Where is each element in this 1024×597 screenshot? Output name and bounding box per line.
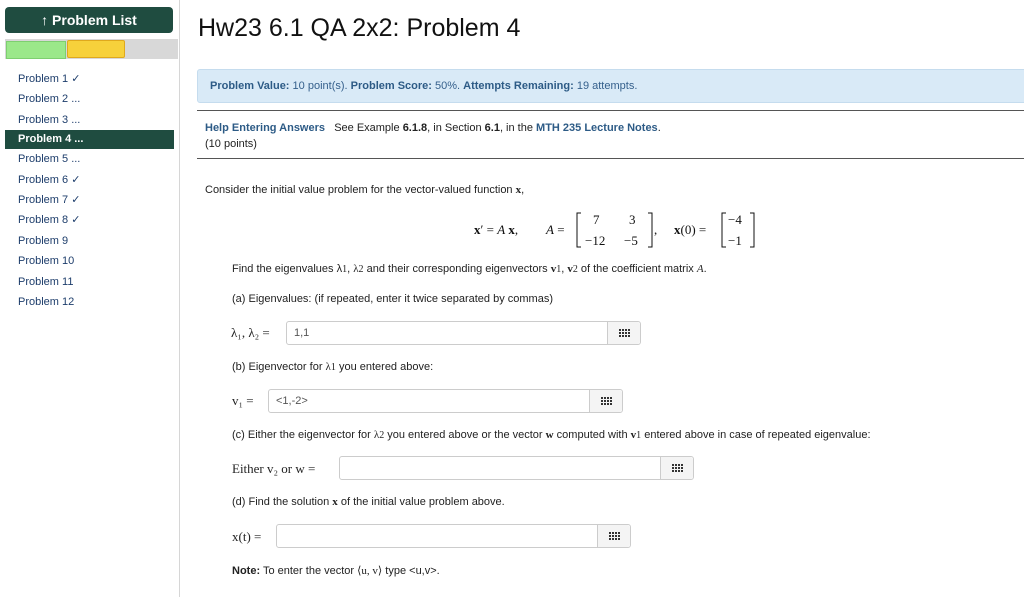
x0-2: −1 bbox=[728, 233, 742, 248]
v1-label: v₁ = bbox=[232, 393, 254, 408]
grid-icon bbox=[672, 464, 683, 472]
svg-text:x′ = A x,: x′ = A x, bbox=[474, 222, 519, 237]
value-label: Problem Value: bbox=[210, 80, 290, 92]
problem-info-box bbox=[197, 69, 1024, 103]
equation-editor-button[interactable] bbox=[660, 457, 693, 479]
b-pre: (b) Eigenvector for bbox=[232, 361, 323, 373]
intro-var: x bbox=[515, 184, 522, 196]
help-period: . bbox=[657, 122, 661, 134]
d-post: of the initial value problem above. bbox=[340, 496, 505, 508]
problem-list-item[interactable]: Problem 6 ✓ bbox=[18, 173, 81, 186]
divider bbox=[197, 110, 1024, 111]
attempts-text: 19 attempts. bbox=[576, 80, 638, 92]
svg-text:,: , bbox=[654, 222, 658, 237]
w-input[interactable] bbox=[339, 456, 694, 480]
find-var: A bbox=[696, 263, 704, 275]
score-text: 50%. bbox=[435, 80, 461, 92]
a22: −5 bbox=[624, 233, 638, 248]
help-line bbox=[205, 120, 661, 152]
help-see: See Example bbox=[334, 122, 400, 134]
divider bbox=[197, 158, 1024, 159]
find-pre: Find the eigenvalues λ bbox=[232, 263, 343, 275]
find-mid: and their corresponding eigenvectors bbox=[366, 263, 548, 275]
matrix-equation-svg bbox=[474, 207, 764, 251]
x0-1: −4 bbox=[728, 212, 742, 227]
intro-end: , bbox=[521, 184, 525, 196]
c-post: entered above in case of repeated eigenvalue: bbox=[644, 429, 871, 441]
help-entering-answers-link[interactable]: Help Entering Answers bbox=[205, 122, 326, 134]
help-in-the: , in the bbox=[499, 122, 533, 134]
help-example: 6.1.8 bbox=[402, 122, 428, 134]
intro-text: Consider the initial value problem for the vector-valued function bbox=[205, 184, 513, 196]
c-pre: (c) Either the eigenvector for bbox=[232, 429, 371, 441]
a11: 7 bbox=[593, 212, 600, 227]
help-notes-link[interactable]: MTH 235 Lecture Notes bbox=[536, 122, 658, 134]
problem-list bbox=[0, 69, 179, 312]
c-mid2: computed with bbox=[556, 429, 628, 441]
part-b-label: (b) Eigenvector for λ1 you entered above: bbox=[232, 361, 434, 373]
find-eigen-text: Find the eigenvalues λ1, λ2 and their corresponding eigenvectors v1, v2 of the coefficient matrix A. bbox=[232, 263, 707, 275]
a21: −12 bbox=[585, 233, 606, 248]
v1-value: <1,-2> bbox=[276, 395, 308, 407]
grid-icon bbox=[619, 329, 630, 337]
grid-icon bbox=[609, 532, 620, 540]
problem-info-text bbox=[210, 80, 637, 92]
problem-list-item[interactable]: Problem 7 ✓ bbox=[18, 193, 81, 206]
a12: 3 bbox=[629, 212, 636, 227]
problem-list-item[interactable]: Problem 10 bbox=[18, 255, 75, 268]
part-d-label: (d) Find the solution x of the initial value problem above. bbox=[232, 496, 505, 508]
part-a-label: (a) Eigenvalues: (if repeated, enter it twice separated by commas) bbox=[232, 293, 553, 305]
eigenvalues-input[interactable] bbox=[286, 321, 641, 345]
problem-list-item-active[interactable]: Problem 4 ... bbox=[5, 130, 174, 149]
svg-text:x(0) =: x(0) = bbox=[674, 222, 707, 237]
problem-list-item[interactable]: Problem 9 bbox=[18, 234, 69, 247]
equation-editor-button[interactable] bbox=[597, 525, 630, 547]
progress-partial-segment bbox=[67, 40, 125, 58]
problem-list-item[interactable]: Problem 5 ... bbox=[18, 153, 81, 166]
eigenvalues-label: λ₁, λ₂ = bbox=[231, 325, 270, 340]
note-vec: ⟨u, v⟩ bbox=[357, 565, 383, 577]
problem-list-item[interactable]: Problem 8 ✓ bbox=[18, 214, 81, 227]
v1-input[interactable] bbox=[268, 389, 623, 413]
note-label: Note: bbox=[232, 565, 261, 577]
problem-list-item[interactable]: Problem 1 ✓ bbox=[18, 73, 81, 85]
problem-list-item[interactable]: Problem 12 bbox=[18, 295, 75, 308]
equation-editor-button[interactable] bbox=[607, 322, 640, 344]
c-mid: you entered above or the vector bbox=[387, 429, 543, 441]
note bbox=[232, 564, 440, 577]
d-pre: (d) Find the solution bbox=[232, 496, 330, 508]
note-text: To enter the vector bbox=[262, 565, 355, 577]
problem-list-item[interactable]: Problem 11 bbox=[18, 275, 74, 288]
equation-editor-button[interactable] bbox=[589, 390, 622, 412]
help-in-section: , in Section bbox=[427, 122, 482, 134]
note-end: type <u,v>. bbox=[385, 565, 440, 577]
xt-input[interactable] bbox=[276, 524, 631, 548]
problem-list-item[interactable]: Problem 2 ... bbox=[18, 93, 81, 106]
find-post: of the coefficient matrix bbox=[580, 263, 694, 275]
grid-icon bbox=[601, 397, 612, 405]
problem-list-button[interactable]: ↑ Problem List bbox=[5, 7, 173, 33]
score-label: Problem Score: bbox=[350, 80, 432, 92]
help-points: (10 points) bbox=[205, 138, 257, 150]
problem-list-item[interactable]: Problem 3 ... bbox=[18, 113, 81, 126]
progress-correct-segment bbox=[6, 41, 66, 59]
help-section: 6.1 bbox=[484, 122, 500, 134]
page-title: Hw23 6.1 QA 2x2: Problem 4 bbox=[198, 14, 521, 42]
matrix-equation bbox=[474, 207, 764, 251]
question-intro bbox=[205, 184, 524, 196]
xt-label: x(t) = bbox=[232, 529, 262, 544]
w-label: Either v₂ or w = bbox=[232, 461, 316, 476]
svg-text:A =: A = bbox=[546, 222, 565, 237]
progress-bar bbox=[5, 39, 178, 59]
b-post: you entered above: bbox=[338, 361, 434, 373]
attempts-label: Attempts Remaining: bbox=[463, 80, 574, 92]
sidebar bbox=[0, 0, 180, 597]
part-c-label: (c) Either the eigenvector for λ2 you entered above or the vector w computed with v1 entered above in case of repeated eigenvalue: bbox=[232, 429, 871, 441]
eigenvalues-value: 1,1 bbox=[294, 327, 310, 339]
value-text: 10 point(s). bbox=[292, 80, 348, 92]
